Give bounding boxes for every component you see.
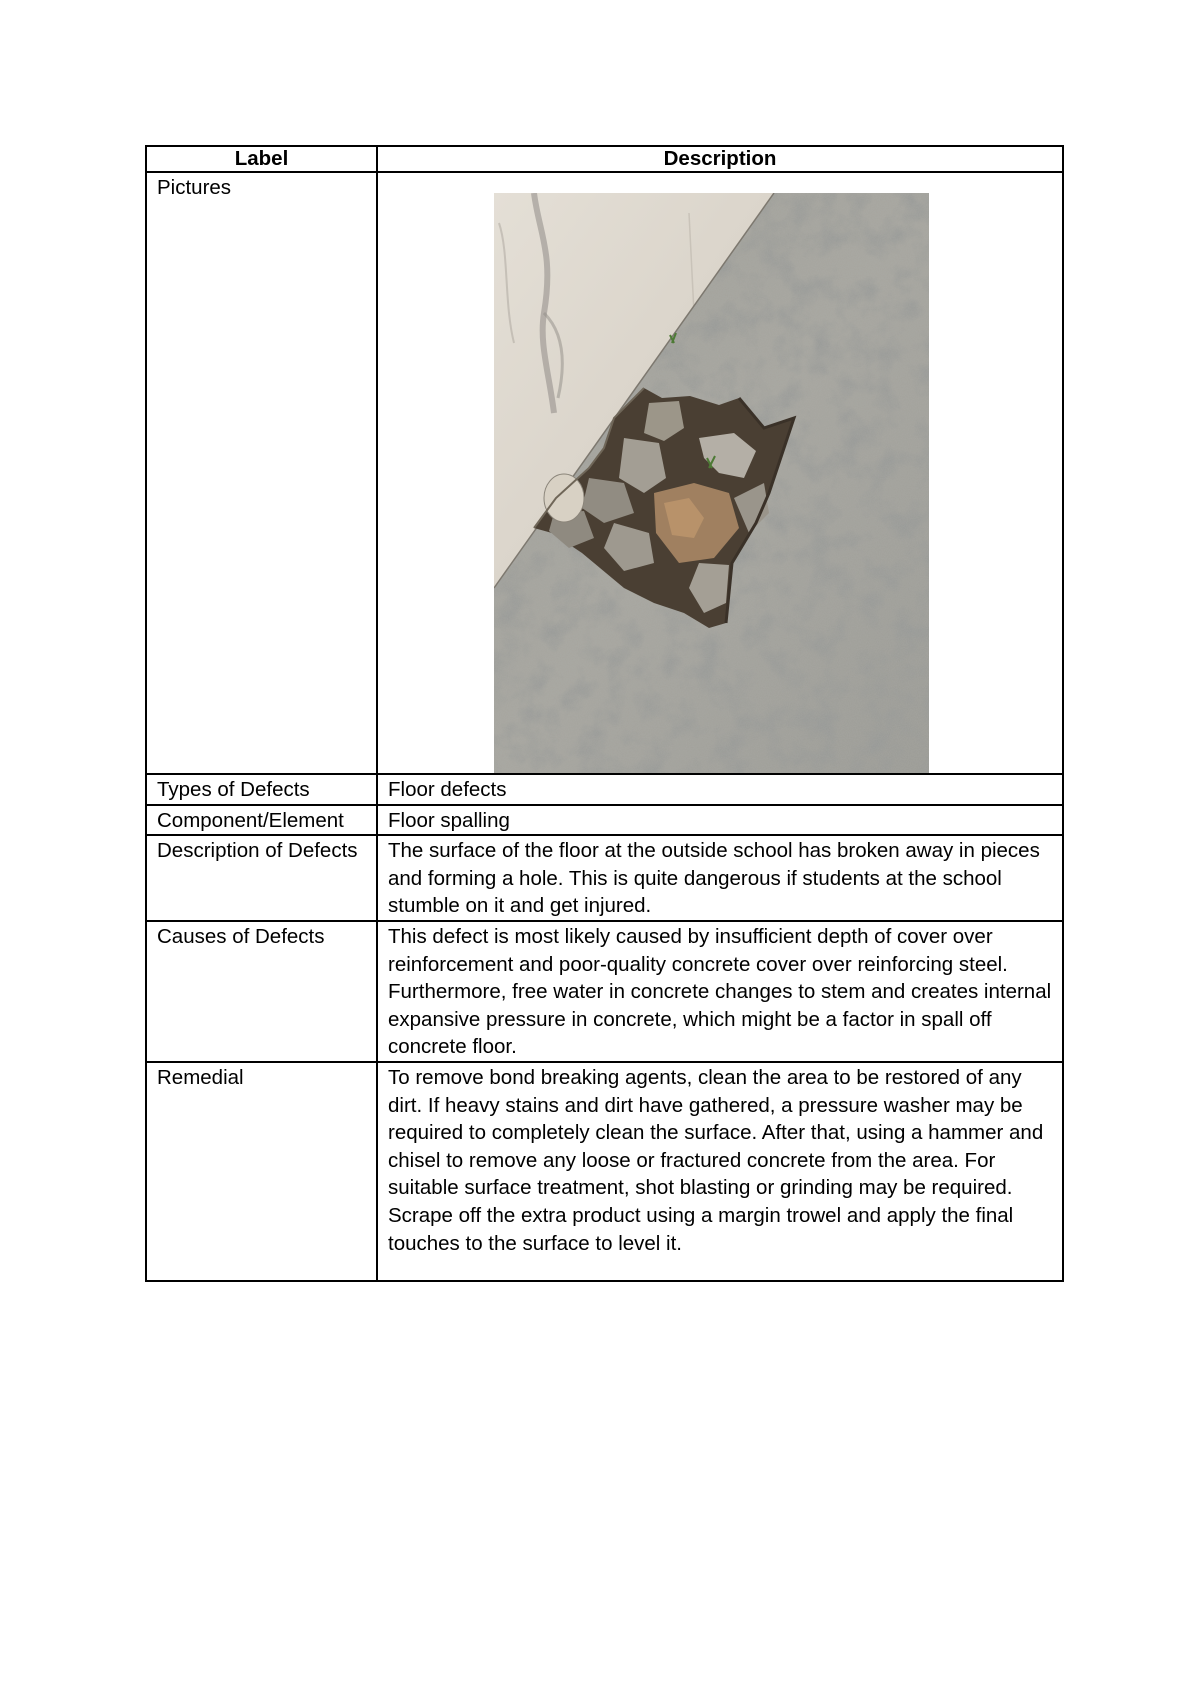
label-causes: Causes of Defects bbox=[146, 921, 377, 1062]
label-remedial: Remedial bbox=[146, 1062, 377, 1281]
row-description bbox=[146, 835, 1063, 921]
row-pictures bbox=[146, 172, 1063, 774]
header-description: Description bbox=[377, 146, 1063, 172]
floor-spalling-photo bbox=[494, 193, 929, 773]
header-row bbox=[146, 146, 1063, 172]
label-pictures: Pictures bbox=[146, 172, 377, 774]
header-label: Label bbox=[146, 146, 377, 172]
defect-table bbox=[145, 145, 1064, 1282]
value-remedial: To remove bond breaking agents, clean the area to be restored of any dirt. If heavy stains and dirt have gathered, a pressure washer may be required to completely clean the surface. After that, using a hammer and chisel to remove any loose or fractured concrete from the area. For suitable surface treatment, shot blasting or grinding may be required. Scrape off the extra product using a margin trowel and apply the final touches to the surface to level it. bbox=[377, 1062, 1063, 1281]
label-types: Types of Defects bbox=[146, 774, 377, 805]
row-types bbox=[146, 774, 1063, 805]
value-component: Floor spalling bbox=[377, 805, 1063, 836]
value-types: Floor defects bbox=[377, 774, 1063, 805]
value-causes: This defect is most likely caused by insufficient depth of cover over reinforcement and poor-quality concrete cover over reinforcing steel. Furthermore, free water in concrete changes to stem and creates internal expansive pressure in concrete, which might be a factor in spall off concrete floor. bbox=[377, 921, 1063, 1062]
row-component bbox=[146, 805, 1063, 836]
value-description: The surface of the floor at the outside school has broken away in pieces and forming a hole. This is quite dangerous if students at the school stumble on it and get injured. bbox=[377, 835, 1063, 921]
label-description: Description of Defects bbox=[146, 835, 377, 921]
pictures-cell bbox=[377, 172, 1063, 774]
row-causes bbox=[146, 921, 1063, 1062]
label-component: Component/Element bbox=[146, 805, 377, 836]
row-remedial bbox=[146, 1062, 1063, 1281]
